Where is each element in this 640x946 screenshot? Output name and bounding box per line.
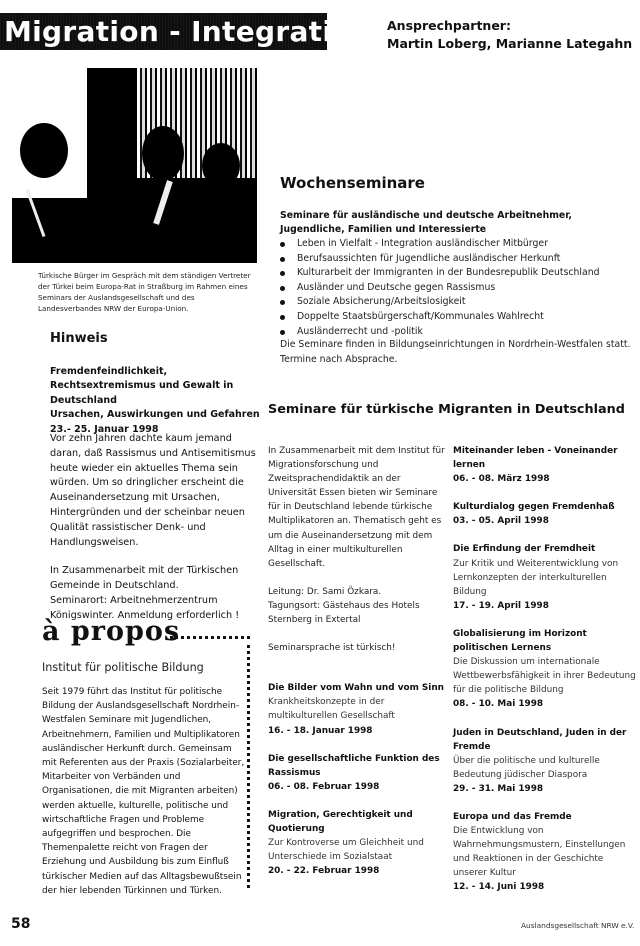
title-separator: - [159,15,192,48]
language-note: Seminarsprache ist türkisch! [268,643,396,654]
hinweis-body: Vor zehn Jahren dachte kaum jemand daran, daß Rassismus und Antisemitismus heute wieder ein aktuelles Thema sein würden. Um so dringlicher erscheint die Auseinandersetzung mit Ursachen, Hintergründen und der scheinbar neuen Qualität rassistischer Denk- und Handlungsweisen. In Zusammenarbeit mit der Türkischen Gemeinde in Deutschland. Seminarort: Arbeitnehmerzentrum Königswinter. Anmeldung erforderlich ! [50,433,256,621]
page-title [4,13,372,50]
bullet-icon [280,257,285,262]
list-item: Leben in Vielfalt - Integration ausländischer Mitbürger [280,237,635,252]
contact-names: Martin Loberg, Marianne Lategahn [387,36,633,51]
contact-label: Ansprechpartner: [387,18,511,33]
list-item: Berufsaussichten für Jugendliche ausländischer Herkunft [280,252,635,267]
title-part-migration: Migration [4,15,160,48]
photo-turkish-citizens [12,68,257,263]
contact-block [387,17,632,53]
list-item: Kulturarbeit der Immigranten in der Bundesrepublik Deutschland [280,266,635,281]
bullet-icon [280,271,285,276]
seminar-column-left [268,444,446,878]
list-item: Soziale Absicherung/Arbeitslosigkeit [280,295,635,310]
seminar-event: Miteinander leben - Voneinander lernen 06. - 08. März 1998 [453,446,618,485]
seminar-event: Europa und das Fremde Die Entwicklung von Wahrnehmungsmustern, Einstellungen und Reaktionen in der Geschichte unserer Kultur 12. - 14. Juni 1998 [453,811,626,893]
page-number: 58 [11,916,31,932]
intro-text: In Zusammenarbeit mit dem Institut für Migrationsforschung und Zweitsprachendidaktik an der Universität Essen bieten wir Seminare für in Deutschland lebende türkische Multiplikatoren an. Thematisch geht es um die Auseinandersetzung mit dem Alltag in einer multikulturellen Gesellschaft. [268,446,445,569]
list-item: Doppelte Staatsbürgerschaft/Kommunales Wahlrecht [280,310,635,325]
seminar-event: Die Erfindung der Fremdheit Zur Kritik und Weiterentwicklung von Lernkonzepten der interkulturellen Bildung 17. - 19. April 1998 [453,544,619,611]
seminar-column-right [453,444,638,895]
seminar-event: Die Bilder vom Wahn und vom Sinn Krankheitskonzepte in der multikulturellen Gesellschaft 16. - 18. Januar 1998 [268,683,444,736]
wochenseminare-heading: Wochenseminare [280,174,425,192]
bullet-icon [280,300,285,305]
leitung-info: Leitung: Dr. Sami Özkara. Tagungsort: Gästehaus des Hotels Sternberg in Extertal [268,586,420,626]
seminar-event: Juden in Deutschland, Juden in der Fremde Über die politische und kulturelle Bedeutung jüdischer Diaspora 29. - 31. Mai 1998 [453,727,627,794]
bullet-icon [280,242,285,247]
wochenseminare-list [280,237,635,339]
title-part-integration: Integration [191,15,373,48]
photo-caption: Türkische Bürger im Gespräch mit dem ständigen Vertreter der Türkei beim Europa-Rat in Straßburg im Rahmen eines Seminars der Auslandsgesellschaft und des Landesverbandes NRW der Europa-Union. [38,271,251,313]
bullet-icon [280,315,285,320]
list-item: Ausländerrecht und -politik [280,325,635,340]
footer-organization: Auslandsgesellschaft NRW e.V. [521,921,635,930]
bullet-icon [280,330,285,335]
seminar-event: Die gesellschaftliche Funktion des Rassismus 06. - 08. Februar 1998 [268,753,440,792]
seminar-event: Kulturdialog gegen Fremdenhaß 03. - 05. April 1998 [453,502,615,527]
dotted-rule-horizontal [170,636,250,639]
seminar-event: Migration, Gerechtigkeit und Quotierung Zur Kontroverse um Gleichheit und Unterschiede im Sozialstaat 20. - 22. Februar 1998 [268,809,424,877]
seminar-event: Globalisierung im Horizont politischen Lernens Die Diskussion um internationale Wettbewerbsfähigkeit in ihrer Bedeutung für die politische Bildung 08. - 10. Mai 1998 [453,628,636,710]
wochenseminare-subheading: Seminare für ausländische und deutsche Arbeitnehmer, Jugendliche, Familien und Interessierte [280,210,572,235]
hinweis-subheading: Fremdenfeindlichkeit, Rechtsextremismus und Gewalt in Deutschland Ursachen, Auswirkungen und Gefahren 23.- 25. Januar 1998 [50,365,265,437]
wochenseminare-note: Die Seminare finden in Bildungseinrichtungen in Nordrhein-Westfalen statt. Termine nach Absprache. [280,339,631,365]
apropos-body: Seit 1979 führt das Institut für politische Bildung der Auslandsgesellschaft Nordrhein-Westfalen Seminare mit Jugendlichen, Arbeitnehmern, Familien und Multiplikatoren ausländischer Herkunft durch. Gemeinsam mit Referenten aus der Praxis (Sozialarbeiter, Mitarbeiter von Verbänden und Organisationen, die mit Migranten arbeiten) werden aktuelle, kulturelle, politische und wirtschaftliche Fragen und Probleme aufgegriffen und besprochen. Die Themenpalette reicht von Fragen der Erziehung und Ausbildung bis zum Einfluß türkischer Medien auf das Alltagsbewußtsein der hier lebenden Türkinnen und Türken. [42,687,245,896]
dotted-rule-vertical [247,645,250,888]
apropos-subheading: Institut für politische Bildung [42,661,204,674]
hinweis-heading: Hinweis [50,331,108,346]
hinweis-date: 23.- 25. Januar 1998 [50,423,159,435]
tuerkische-migranten-heading: Seminare für türkische Migranten in Deutschland [268,402,625,417]
list-item: Ausländer und Deutsche gegen Rassismus [280,281,635,296]
apropos-heading: à propos [42,616,181,647]
bullet-icon [280,286,285,291]
